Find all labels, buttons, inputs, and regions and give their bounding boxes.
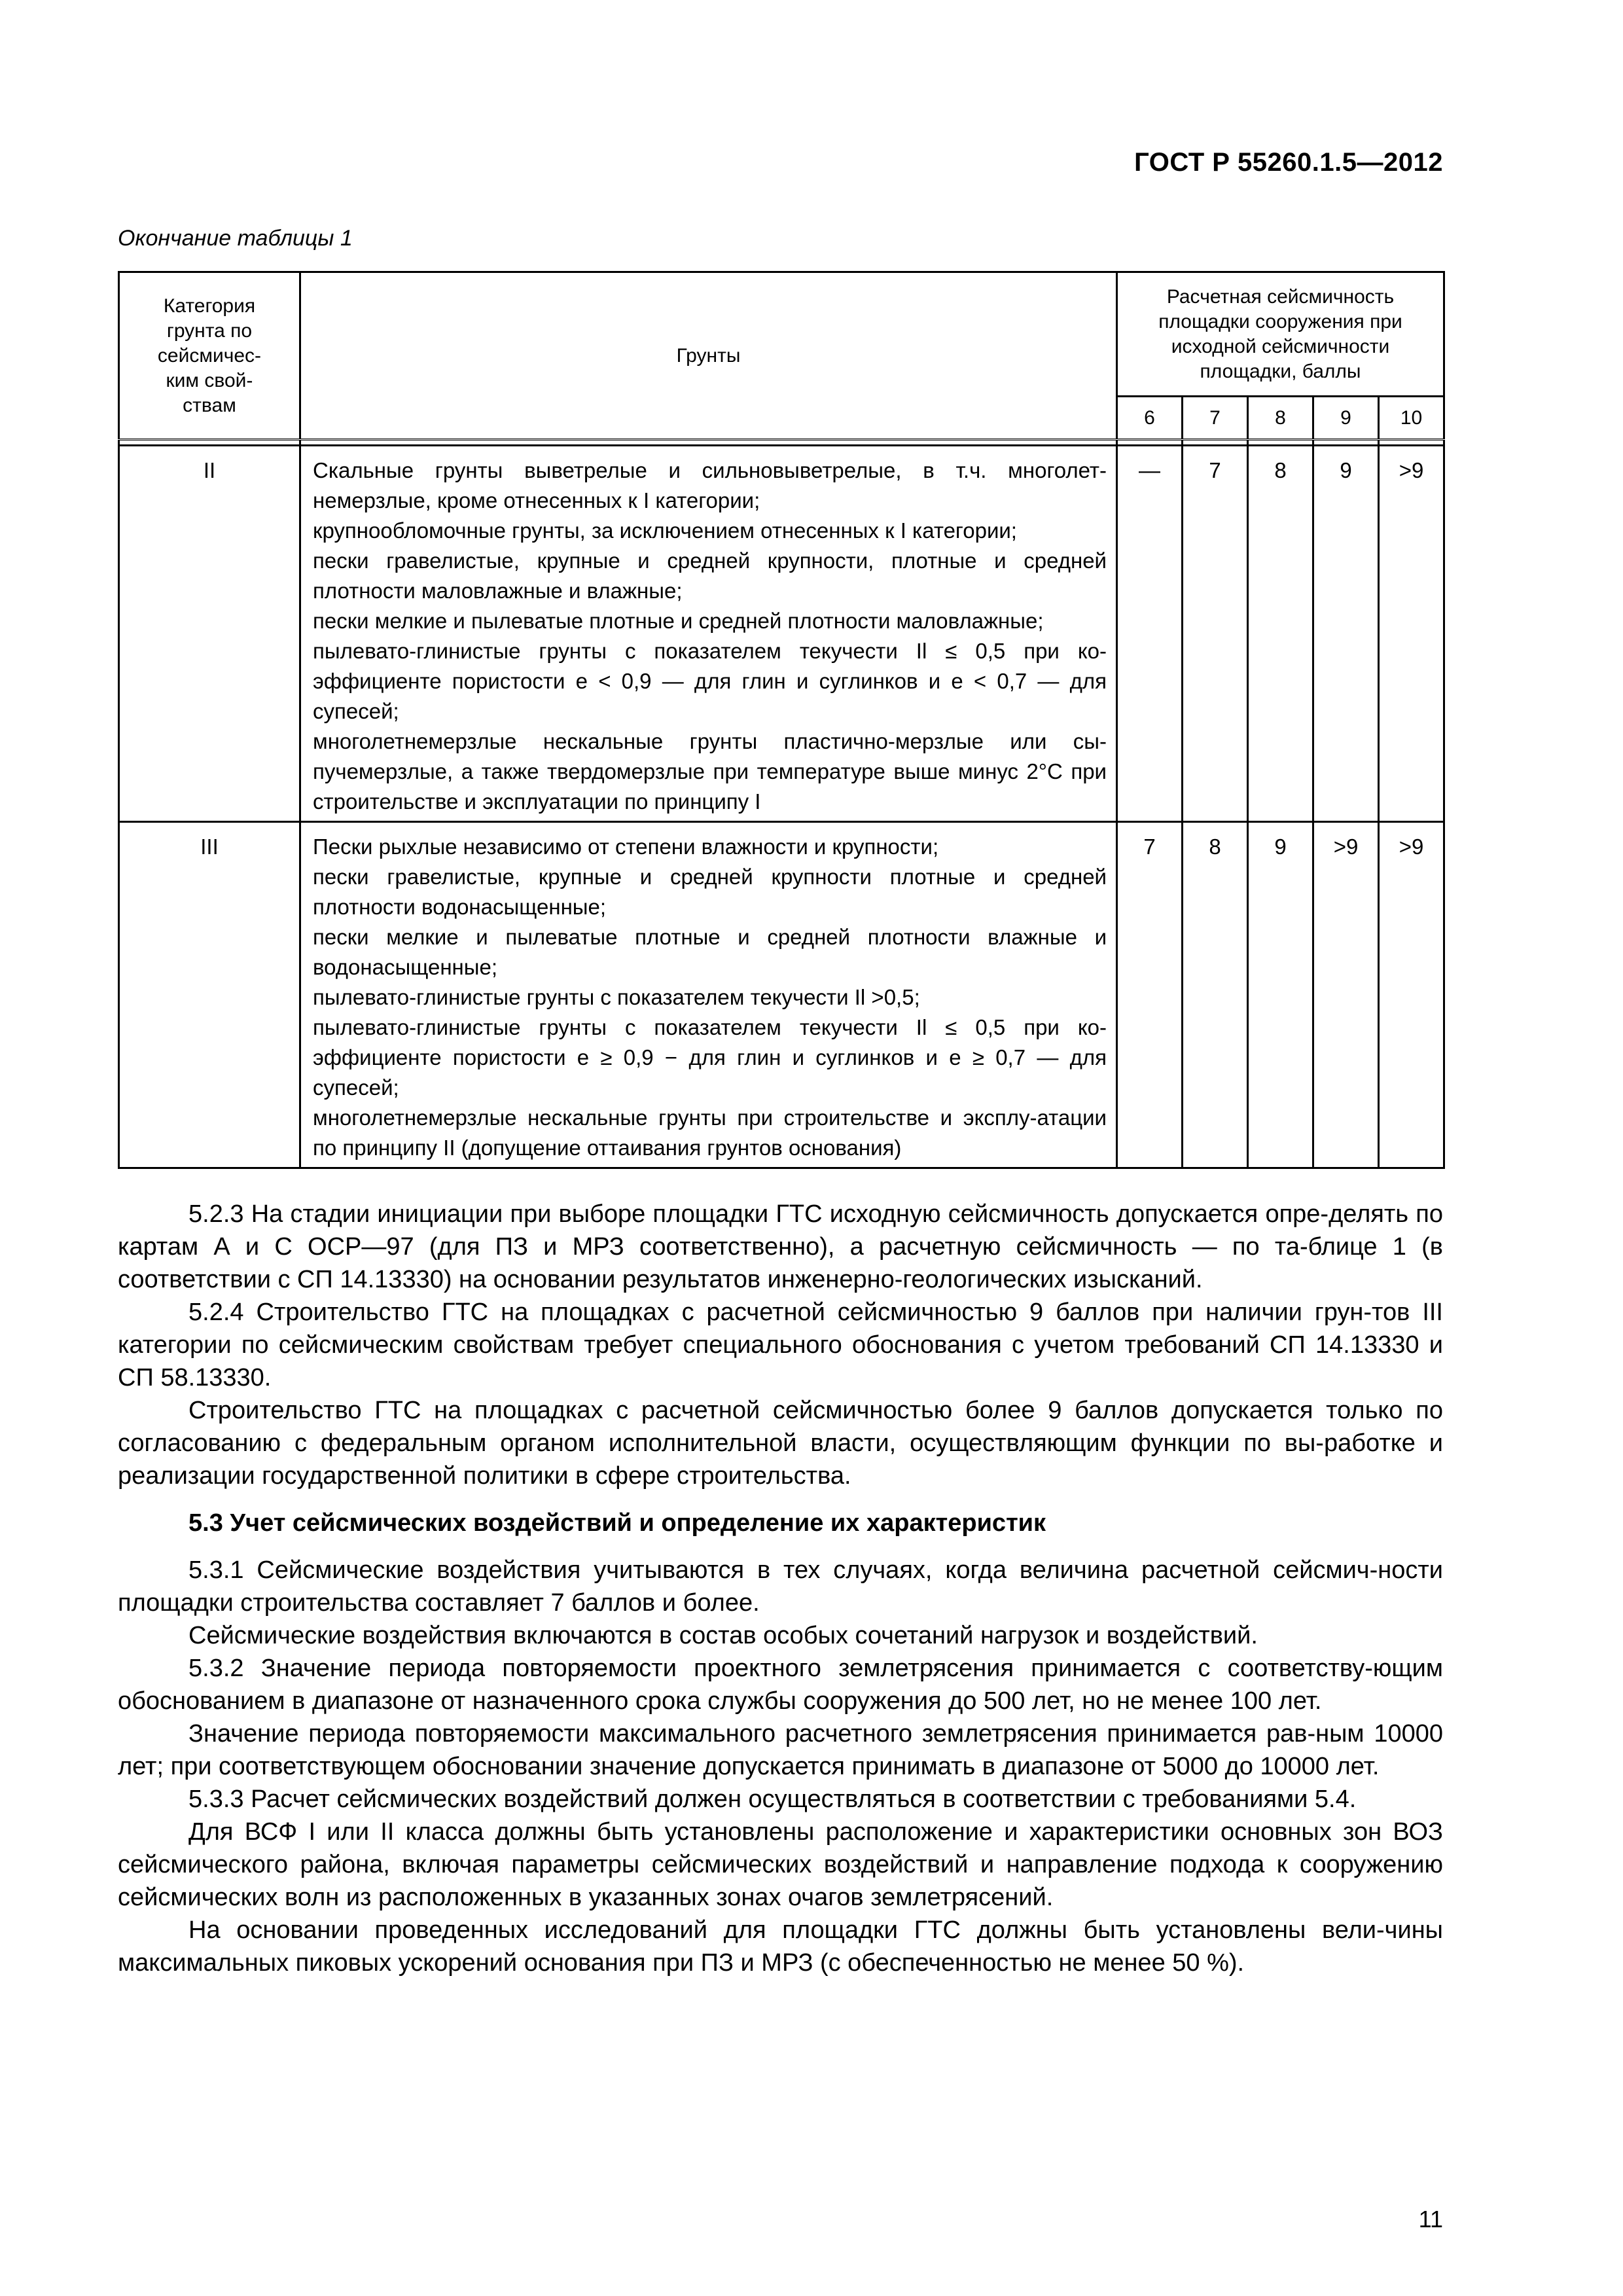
soil-line: Пески рыхлые независимо от степени влажности и крупности; <box>313 834 939 859</box>
row-category: II <box>119 446 300 822</box>
document-page <box>118 0 1443 2296</box>
paragraph: Строительство ГТС на площадках с расчетной сейсмичностью более 9 баллов допускается только по согласованию с федеральным органом исполнительной власти, осуществляющим функции по вы-работке и реализации государственной политики в сфере строительства. <box>118 1397 1443 1490</box>
soil-line: пылевато-глинистые грунты с показателем текучести Il ≤ 0,5 при ко-эффициенте пористости e ≥ 0,9 − для глин и суглинков и e ≥ 0,7 — для супесей; <box>313 1015 1107 1100</box>
header-category: Категория грунта по сейсмичес-ким свой-ствам <box>119 272 300 440</box>
page-number: 11 <box>1418 2206 1443 2233</box>
row-value: 7 <box>1183 446 1248 822</box>
header-level: 7 <box>1183 397 1248 440</box>
paragraph: Для ВСФ I или II класса должны быть установлены расположение и характеристики основных зон ВОЗ сейсмического района, включая параметры сейсмических воздействий и направление подхода к сооружению сейсмических волн из расположенных в указанных зонах очагов землетрясений. <box>118 1818 1443 1911</box>
paragraph: На основании проведенных исследований для площадки ГТС должны быть установлены вели-чины максимальных пиковых ускорений основания при ПЗ и МРЗ (с обеспеченностью не менее 50 %). <box>118 1916 1443 1977</box>
paragraph-5-3-3: 5.3.3 Расчет сейсмических воздействий должен осуществляться в соответствии с требованиями 5.4. <box>188 1785 1357 1813</box>
row-value: >9 <box>1313 822 1379 1168</box>
paragraph-5-3-1: 5.3.1 Сейсмические воздействия учитываются в тех случаях, когда величина расчетной сейсмич-ности площадки строительства составляет 7 баллов и более. <box>118 1556 1443 1617</box>
header-soils: Грунты <box>300 272 1117 440</box>
document-code-header: ГОСТ Р 55260.1.5—2012 <box>1134 148 1443 177</box>
row-value: 8 <box>1183 822 1248 1168</box>
row-value: 8 <box>1248 446 1313 822</box>
header-level: 6 <box>1117 397 1183 440</box>
section-heading-5-3: 5.3 Учет сейсмических воздействий и определение их характеристик <box>188 1509 1046 1537</box>
header-level: 10 <box>1379 397 1444 440</box>
row-value: 7 <box>1117 822 1183 1168</box>
soil-line: пески гравелистые, крупные и средней крупности плотные и средней плотности водонасыщенные; <box>313 865 1107 919</box>
table-row <box>119 822 1444 1168</box>
soil-line: пески мелкие и пылеватые плотные и средней плотности влажные и водонасыщенные; <box>313 925 1107 979</box>
table-row <box>119 446 1444 822</box>
soil-line: крупнообломочные грунты, за исключением отнесенных к I категории; <box>313 518 1017 543</box>
row-value: >9 <box>1379 446 1444 822</box>
paragraph-5-2-3: 5.2.3 На стадии инициации при выборе площадки ГТС исходную сейсмичность допускается опре-делять по картам А и С ОСР—97 (для ПЗ и МРЗ соответственно), а расчетную сейсмичность — по та-блице 1 (в соответствии с СП 14.13330) на основании результатов инженерно-геологических изысканий. <box>118 1200 1443 1293</box>
soil-line: пылевато-глинистые грунты с показателем текучести Il ≤ 0,5 при ко-эффициенте пористости e < 0,9 — для глин и суглинков и e < 0,7 — для супесей; <box>313 639 1107 723</box>
header-level: 8 <box>1248 397 1313 440</box>
row-soils <box>300 446 1117 822</box>
soil-seismicity-table <box>118 271 1445 1169</box>
soil-line: Скальные грунты выветрелые и сильновыветрелые, в т.ч. многолет-немерзлые, кроме отнесенных к I категории; <box>313 458 1107 512</box>
row-value: 9 <box>1313 446 1379 822</box>
soil-line: многолетнемерзлые нескальные грунты при строительстве и эксплу-атации по принципу II (допущение оттаивания грунтов основания) <box>313 1105 1107 1160</box>
row-value: — <box>1117 446 1183 822</box>
header-seismicity: Расчетная сейсмичность площадки сооружения при исходной сейсмичности площадки, баллы <box>1117 272 1444 397</box>
paragraph-5-3-2: 5.3.2 Значение периода повторяемости проектного землетрясения принимается с соответству-ющим обоснованием в диапазоне от назначенного срока службы сооружения до 500 лет, но не менее 100 лет. <box>118 1655 1443 1715</box>
row-soils <box>300 822 1117 1168</box>
paragraph: Сейсмические воздействия включаются в состав особых сочетаний нагрузок и воздействий. <box>188 1622 1258 1649</box>
header-level: 9 <box>1313 397 1379 440</box>
soil-line: пылевато-глинистые грунты с показателем текучести Il >0,5; <box>313 985 920 1009</box>
body-text <box>118 1198 1443 1979</box>
row-value: 9 <box>1248 822 1313 1168</box>
row-category: III <box>119 822 300 1168</box>
table-caption: Окончание таблицы 1 <box>118 226 353 251</box>
soil-line: пески гравелистые, крупные и средней крупности, плотные и средней плотности маловлажные и влажные; <box>313 548 1107 603</box>
paragraph: Значение периода повторяемости максимального расчетного землетрясения принимается рав-ным 10000 лет; при соответствующем обосновании значение допускается принимать в диапазоне от 5000 до 10000 лет. <box>118 1720 1443 1780</box>
row-value: >9 <box>1379 822 1444 1168</box>
paragraph-5-2-4: 5.2.4 Строительство ГТС на площадках с расчетной сейсмичностью 9 баллов при наличии грун-тов III категории по сейсмическим свойствам требует специального обоснования с учетом требований СП 14.13330 и СП 58.13330. <box>118 1299 1443 1391</box>
soil-line: многолетнемерзлые нескальные грунты пластично-мерзлые или сы-пучемерзлые, а также твердомерзлые при температуре выше минус 2°С при строительстве и эксплуатации по принципу I <box>313 729 1107 814</box>
soil-line: пески мелкие и пылеватые плотные и средней плотности маловлажные; <box>313 609 1044 633</box>
